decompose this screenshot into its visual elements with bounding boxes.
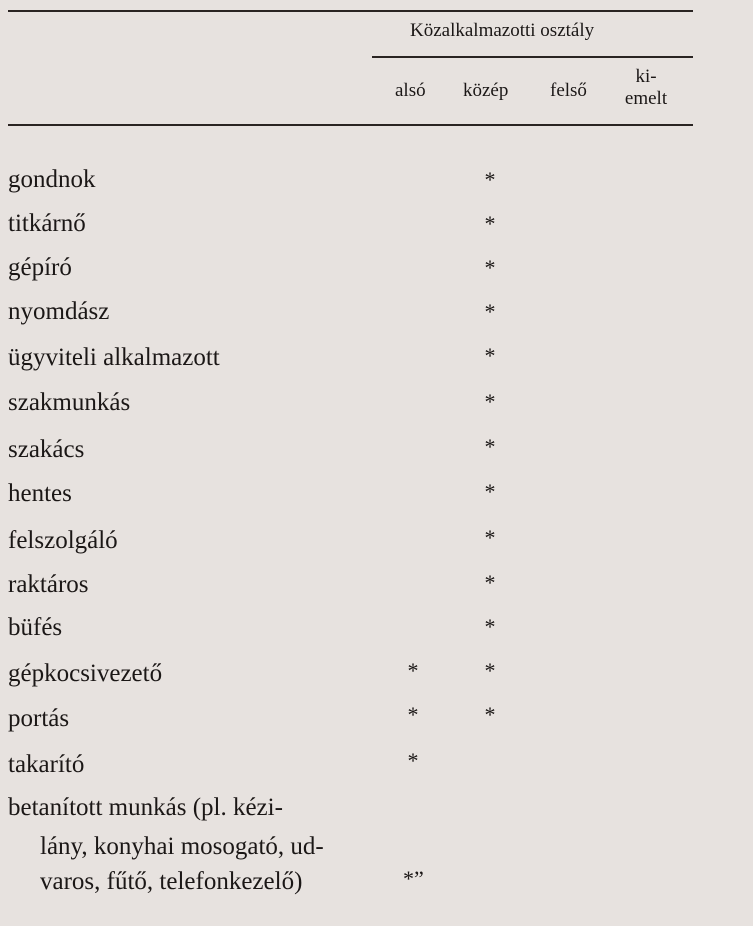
- row-mark: *: [484, 167, 496, 192]
- header-bottom-rule: [8, 124, 693, 126]
- column-header-kiemelt-line1: ki-: [635, 66, 657, 87]
- row-mark: *: [484, 614, 496, 639]
- row-mark: *”: [403, 866, 424, 891]
- row-label: szakmunkás: [8, 389, 131, 416]
- group-header: Közalkalmazotti osztály: [410, 20, 595, 41]
- row-mark: *: [484, 343, 496, 368]
- row-mark: *: [407, 748, 419, 773]
- row-label: ügyviteli alkalmazott: [8, 344, 220, 371]
- row-label: gondnok: [8, 166, 96, 193]
- row-label: büfés: [8, 614, 63, 641]
- row-mark: *: [484, 211, 496, 236]
- row-mark: *: [484, 434, 496, 459]
- row-mark: *: [484, 299, 496, 324]
- row-mark: *: [484, 525, 496, 550]
- row-label: takarító: [8, 751, 85, 778]
- row-mark: *: [407, 702, 419, 727]
- bleed-through-decoration: [250, 40, 259, 78]
- row-mark: *: [484, 255, 496, 280]
- row-label: raktáros: [8, 571, 89, 598]
- top-rule: [8, 10, 693, 12]
- row-label: felszolgáló: [8, 527, 118, 554]
- column-header-kozep: közép: [463, 80, 509, 101]
- column-header-kiemelt: [616, 66, 676, 110]
- row-mark: *: [484, 479, 496, 504]
- row-label: titkárnő: [8, 210, 86, 237]
- row-label-line1: betanított munkás (pl. kézi-: [8, 794, 283, 821]
- row-mark: *: [407, 658, 419, 683]
- row-label: nyomdász: [8, 298, 110, 325]
- row-mark: *: [484, 570, 496, 595]
- row-label: hentes: [8, 480, 72, 507]
- row-mark: *: [484, 658, 496, 683]
- row-label: gépíró: [8, 254, 72, 281]
- row-label: portás: [8, 705, 70, 732]
- row-label: gépkocsivezető: [8, 660, 163, 687]
- row-mark: *: [484, 702, 496, 727]
- row-label-line2: lány, konyhai mosogató, ud-: [40, 833, 324, 860]
- row-mark: *: [484, 389, 496, 414]
- column-header-kiemelt-line2: emelt: [624, 88, 668, 109]
- group-header-rule: [372, 56, 693, 58]
- column-header-felso: felső: [550, 80, 587, 101]
- row-label: szakács: [8, 436, 85, 463]
- column-header-also: alsó: [395, 80, 426, 101]
- row-label-line3: varos, fűtő, telefonkezelő): [40, 868, 303, 895]
